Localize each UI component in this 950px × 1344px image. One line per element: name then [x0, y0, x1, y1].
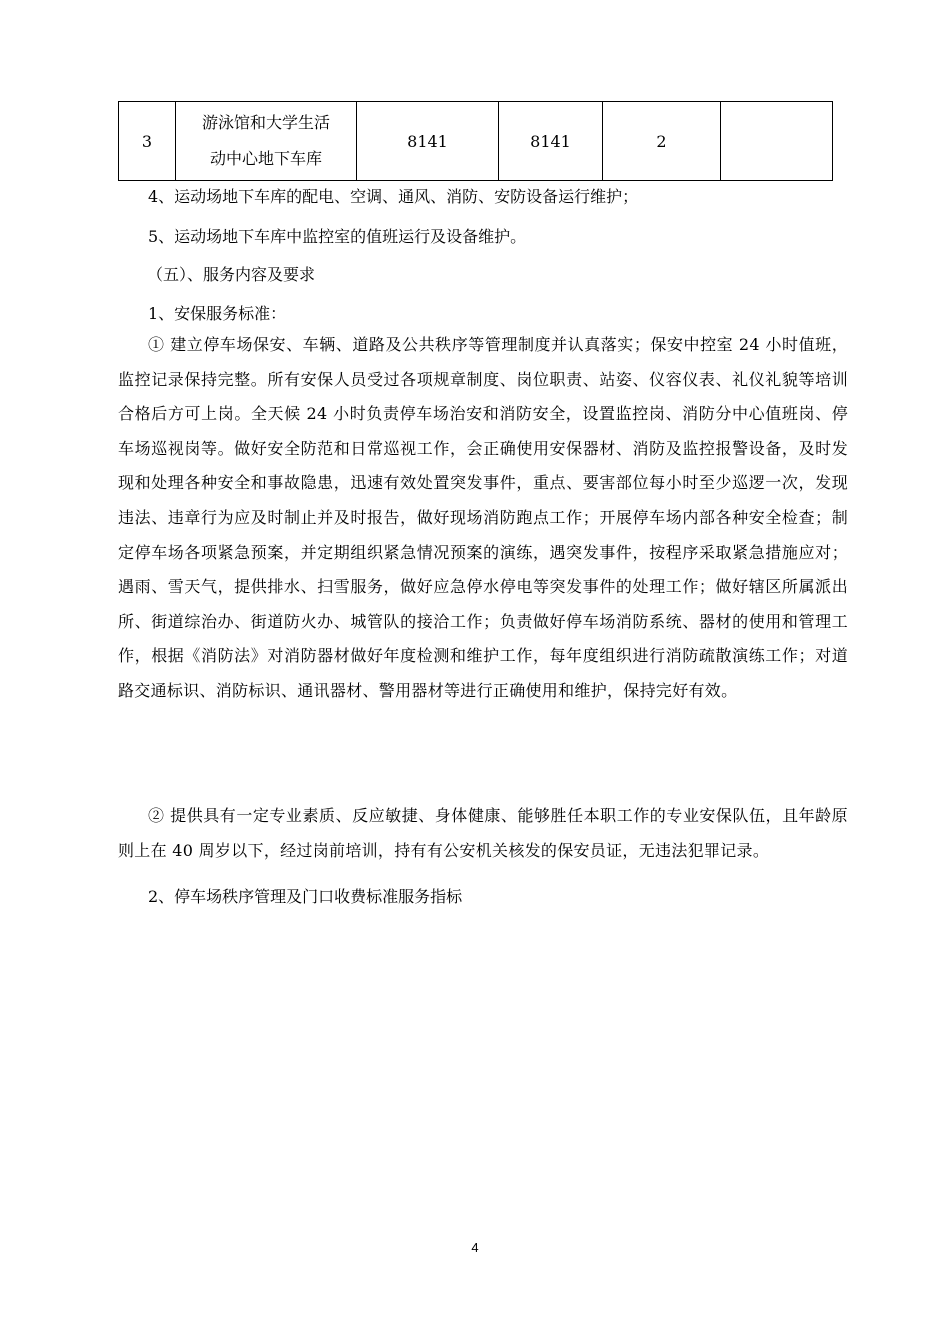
table-cell-index: 3 — [119, 102, 176, 181]
table-cell-value4 — [721, 102, 833, 181]
table-cell-value3: 2 — [603, 102, 721, 181]
table-row — [119, 102, 833, 181]
paragraph-item5: 5、运动场地下车库中监控室的值班运行及设备维护。 — [148, 227, 527, 246]
table-cell-name-line1: 游泳馆和大学生活 — [201, 113, 330, 132]
table-cell-value1: 8141 — [357, 102, 499, 181]
parking-standard-heading: 2、停车场秩序管理及门口收费标准服务指标 — [148, 887, 463, 906]
section-heading: （五）、服务内容及要求 — [147, 265, 316, 284]
security-standard-heading: 1、安保服务标准： — [148, 304, 287, 323]
parking-table — [118, 101, 833, 181]
table-cell-value2: 8141 — [499, 102, 603, 181]
security-paragraph-2: ② 提供具有一定专业素质、反应敏捷、身体健康、能够胜任本职工作的专业安保队伍，且年龄原则上在 40 周岁以下，经过岗前培训，持有有公安机关核发的保安员证，无违法犯罪记录。 — [118, 806, 848, 860]
paragraph-item4: 4、运动场地下车库的配电、空调、通风、消防、安防设备运行维护； — [148, 187, 639, 206]
table-cell-name-line2: 动中心地下车库 — [209, 149, 322, 168]
security-paragraph-1: ① 建立停车场保安、车辆、道路及公共秩序等管理制度并认真落实；保安中控室 24 小时值班，监控记录保持完整。所有安保人员受过各项规章制度、岗位职责、站姿、仪容仪表、礼仪礼貌等培训合格后方可上岗。全天候 24 小时负责停车场治安和消防安全，设置监控岗、消防分中心值班岗、停车场巡视岗等。做好安全防范和日常巡视工作，会正确使用安保器材、消防及监控报警设备，及时发现和处理各种安全和事故隐患，迅速有效处置突发事件，重点、要害部位每小时至少巡逻一次，发现违法、违章行为应及时制止并及时报告，做好现场消防跑点工作；开展停车场内部各种安全检查；制定停车场各项紧急预案，并定期组织紧急情况预案的演练，遇突发事件，按程序采取紧急措施应对；遇雨、雪天气，提供排水、扫雪服务，做好应急停水停电等突发事件的处理工作；做好辖区所属派出所、街道综治办、街道防火办、城管队的接洽工作；负责做好停车场消防系统、器材的使用和管理工作，根据《消防法》对消防器材做好年度检测和维护工作，每年度组织进行消防疏散演练工作；对道路交通标识、消防标识、通讯器材、警用器材等进行正确使用和维护，保持完好有效。 — [118, 335, 848, 700]
page-number: 4 — [471, 1240, 479, 1255]
table-cell-name — [176, 102, 357, 181]
